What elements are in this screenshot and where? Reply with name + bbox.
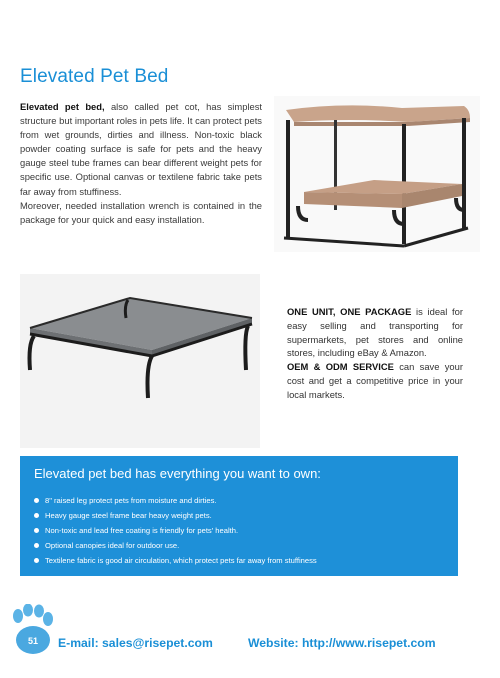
intro-text: also called pet cot, has simplest structure but important roles in pets life. It can protect pets from wet grounds, dirties and illness. Non-toxic black powder coating surface is safe for pets and the heavy gauge steel tube frames can bear different weight pets for specific use. Optional canvas or textilene fabric take pets far away from stuffiness.: [20, 101, 262, 197]
intro-text-2: Moreover, needed installation wrench is contained in the package for your quick and easy installation.: [20, 199, 262, 225]
email-link[interactable]: E-mail: sales@risepet.com: [58, 636, 213, 650]
bullet-icon: [34, 498, 39, 503]
banner-heading: Elevated pet bed has everything you want to own:: [34, 466, 321, 481]
page-number: 51: [27, 636, 38, 646]
list-item: [34, 538, 317, 553]
grey-cot-image: [20, 274, 260, 448]
list-item-text: Optional canopies ideal for outdoor use.: [45, 541, 180, 550]
features-list: [34, 493, 317, 568]
grey-cot-photo: [20, 274, 260, 448]
promo-bold-2: OEM & ODM SERVICE: [287, 361, 394, 373]
page-title: Elevated Pet Bed: [20, 66, 169, 87]
intro-paragraph: [20, 100, 262, 227]
list-item-text: Non-toxic and lead free coating is friendly for pets' health.: [45, 526, 239, 535]
list-item: [34, 493, 317, 508]
intro-lead: Elevated pet bed,: [20, 101, 105, 112]
promo-bold-1: ONE UNIT, ONE PACKAGE: [287, 306, 412, 317]
bullet-icon: [34, 513, 39, 518]
bullet-icon: [34, 543, 39, 548]
promo-paragraph: [287, 305, 463, 402]
canopy-bed-image: [274, 96, 480, 252]
paw-icon: [8, 604, 56, 656]
promo-text-1: is ideal for easy selling and transporting for supermarkets, pet stores and online stores, including eBay & Amazon.: [287, 306, 463, 359]
bullet-icon: [34, 528, 39, 533]
list-item-text: 8" raised leg protect pets from moisture and dirties.: [45, 496, 217, 505]
promo-text-2: can save your cost and get a competitive price in your local markets.: [287, 361, 463, 400]
list-item: [34, 523, 317, 538]
canopy-bed-photo: [274, 96, 480, 252]
bullet-icon: [34, 558, 39, 563]
list-item-text: Heavy gauge steel frame bear heavy weight pets.: [45, 511, 212, 520]
list-item: [34, 508, 317, 523]
list-item: [34, 553, 317, 568]
features-banner: [20, 456, 458, 576]
list-item-text: Textilene fabric is good air circulation, which protect pets far away from stuffiness: [45, 556, 317, 565]
website-link[interactable]: Website: http://www.risepet.com: [248, 636, 436, 650]
